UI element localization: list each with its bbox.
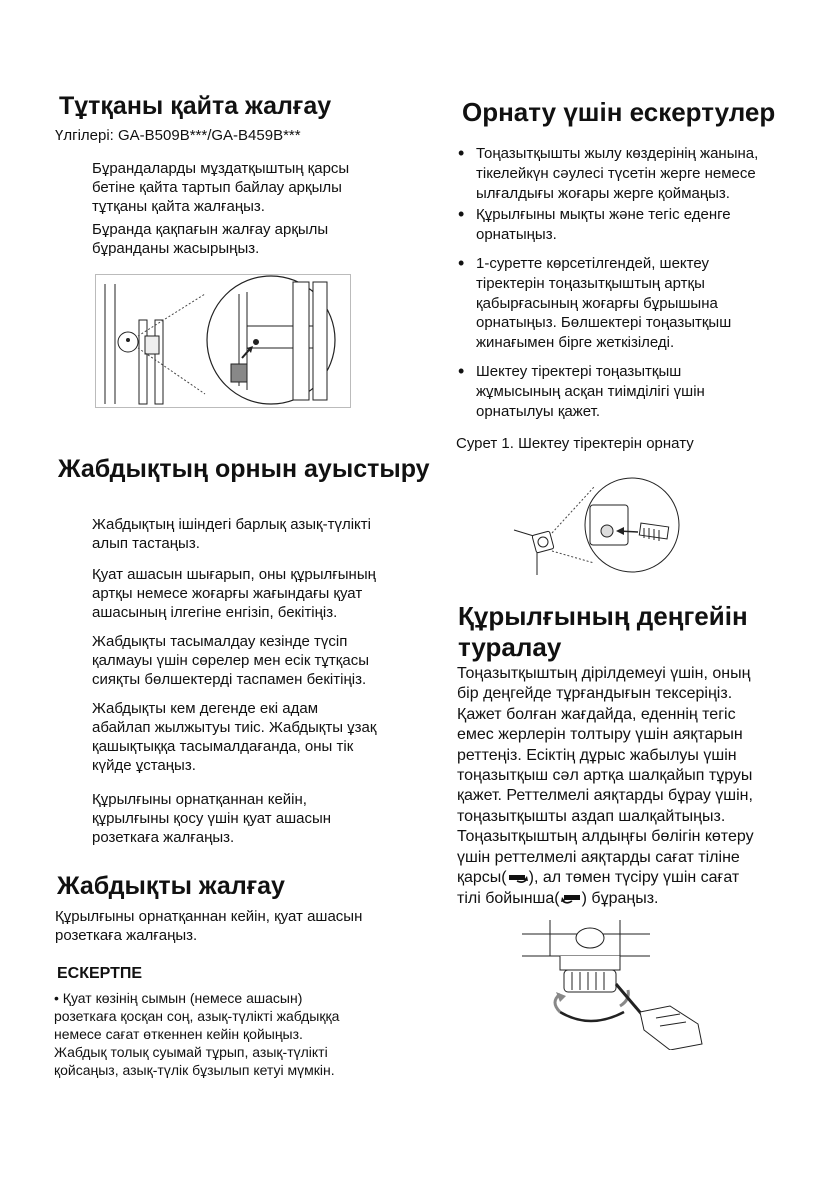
connect-para: Құрылғыны орнатқаннан кейін, қуат ашасын розеткаға жалғаңыз. bbox=[55, 908, 363, 944]
leveling-cw-suffix: ) бұраңыз. bbox=[581, 890, 659, 907]
connect-title: Жабдықты жалғау bbox=[57, 872, 285, 900]
install-bullet-1: • Тоңазытқышты жылу көздерінің жанына, тікелейкүн сәулесі түсетін жерге немесе ылғалдығы жоғары жерге қоймаңыз. bbox=[458, 144, 758, 203]
counter-clockwise-icon bbox=[507, 870, 529, 884]
install-bullet-2: • Құрылғыны мықты және тегіс еденге орнатыңыз. bbox=[458, 205, 731, 245]
leveling-title: Құрылғының деңгейін туралау bbox=[458, 601, 748, 662]
relocate-para-5: Құрылғыны орнатқаннан кейін, құрылғыны қосу үшін қуат ашасын розеткаға жалғаңыз. bbox=[92, 791, 332, 846]
reconnect-para-2: Бұранда қақпағын жалғау арқылы бұранданы жасырыңыз. bbox=[92, 221, 329, 257]
leveling-foot-figure bbox=[520, 920, 710, 1050]
relocate-para-4: Жабдықты кем дегенде екі адам абайлап жылжытуы тиіс. Жабдықты ұзақ қашықтыққа тасымалдағанда, оны тік күйде ұстаңыз. bbox=[92, 700, 377, 774]
leveling-cw-prefix: тілі бойынша( bbox=[457, 890, 560, 907]
leveling-line-ccw bbox=[457, 868, 739, 888]
limit-bracket-figure bbox=[512, 475, 682, 575]
relocate-para-2: Қуат ашасын шығарып, оны құрылғының артқы немесе жоғарғы жағындағы қуат ашасының ілгегіне енгізіп, бекітіңіз. bbox=[92, 566, 376, 621]
leveling-line-cw bbox=[457, 889, 658, 909]
clockwise-icon bbox=[560, 891, 582, 905]
install-bullet-4: • Шектеу тіректері тоңазытқыш жұмысының асқан тиімділігі үшін орнатылуы қажет. bbox=[458, 362, 705, 421]
models-line: Үлгілері: GA-B509B***/GA-B459B*** bbox=[55, 127, 301, 144]
relocate-para-1: Жабдықтың ішіндегі барлық азық-түлікті алып тастаңыз. bbox=[92, 516, 371, 552]
reconnect-handle-title: Тұтқаны қайта жалғау bbox=[59, 92, 332, 120]
note-bullet: • Қуат көзінің сымын (немесе ашасын) розеткаға қосқан соң, азық-түлікті жабдыққа немесе сағат өткеннен кейін қойыңыз. Жабдық толық суымай тұрып, азық-түлікті қойсаңыз, азық-түлік бұзылып кетуі мүмкін. bbox=[54, 990, 340, 1078]
figure-1-caption: Сурет 1. Шектеу тіректерін орнату bbox=[456, 435, 694, 452]
relocate-para-3: Жабдықты тасымалдау кезінде түсіп қалмауы үшін сөрелер мен есік тұтқасы сияқты бөлшектерді таспамен бекітіңіз. bbox=[92, 633, 369, 688]
install-notes-title: Орнату үшін ескертулер bbox=[462, 97, 776, 127]
leveling-para: Тоңазытқыштың дірілдемеуі үшін, оның бір деңгейде тұрғандығын тексеріңіз. Қажет болған жағдайда, еденнің тегіс емес жерлерін толтыру үшін аяқтарын реттеңіз. Есіктің дұрыс жабылуы үшін тоңазытқыш сәл артқа шалқайып тұруы қажет. Реттелмелі аяқтарды бұрау үшін, тоңазытқышты аздап шалқайтыңыз. Тоңазытқыштың алдыңғы бөлігін көтеру үшін реттелмелі аяқтарды сағат тіліне bbox=[457, 665, 754, 866]
leveling-ccw-prefix: қарсы( bbox=[457, 869, 507, 886]
relocate-title: Жабдықтың орнын ауыстыру bbox=[58, 455, 430, 483]
handle-reconnect-figure bbox=[95, 274, 351, 408]
note-title: ЕСКЕРТПЕ bbox=[57, 965, 143, 982]
leveling-ccw-suffix: ), ал төмен түсіру үшін сағат bbox=[528, 869, 740, 886]
reconnect-para-1: Бұрандаларды мұздатқыштың қарсы бетіне қайта тартып байлау арқылы тұтқаны қайта жалғаңыз. bbox=[92, 160, 350, 215]
install-bullet-3: • 1-суретте көрсетілгендей, шектеу тіректерін тоңазытқыштың артқы қабырғасының жоғарғы бұрышына орнатыңыз. Бөлшектері тоңазытқыш жинағымен бірге жеткізіледі. bbox=[458, 254, 731, 353]
